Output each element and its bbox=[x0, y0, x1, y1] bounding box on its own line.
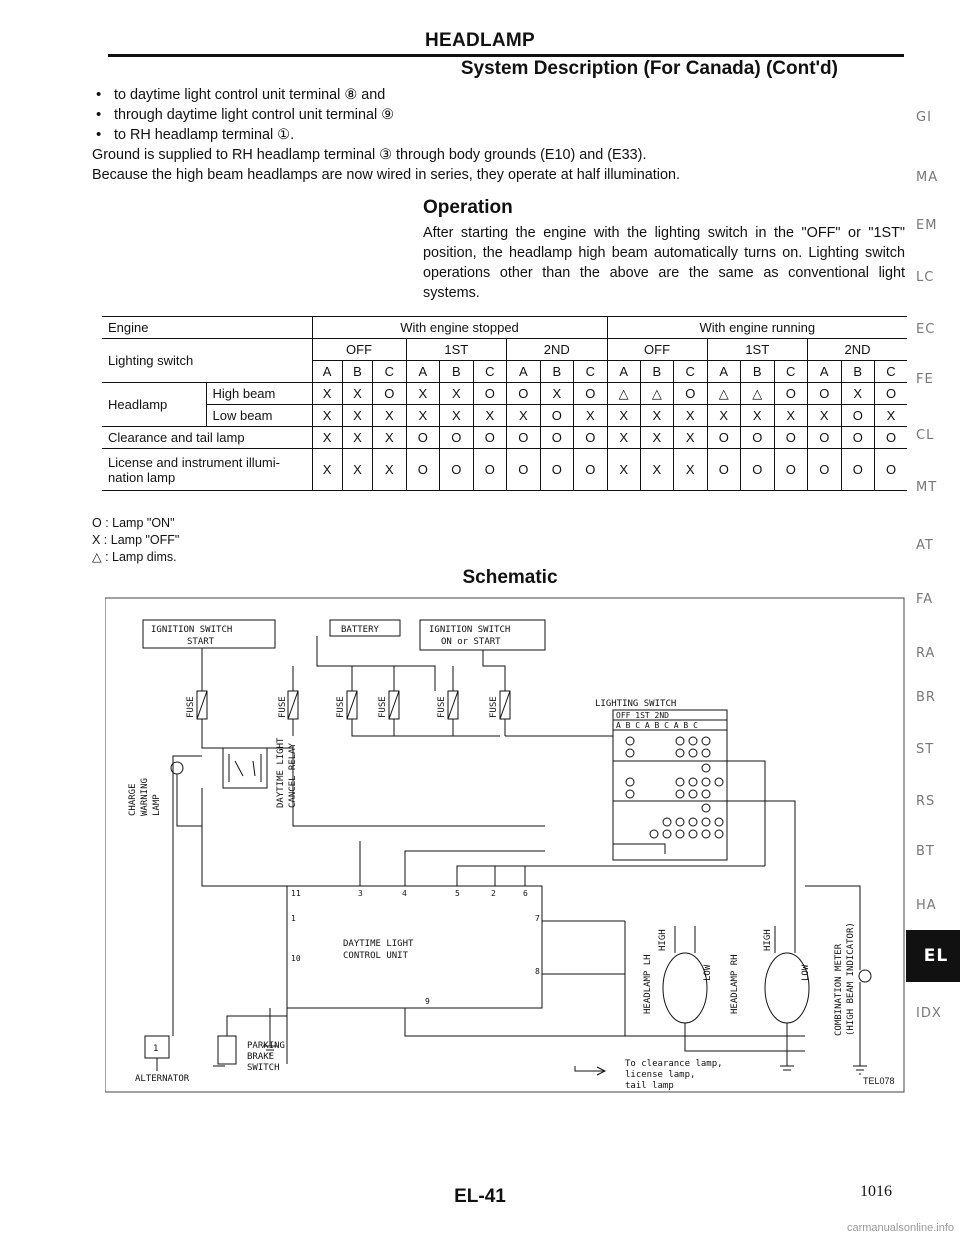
relay-coil bbox=[229, 754, 261, 782]
operation-text: After starting the engine with the lighting switch in the "OFF" or "1ST" position, the headlamp high beam automatically turns on. Lighting switch operations other than the above are the same as conventional light systems. bbox=[423, 225, 905, 301]
table-cell: X bbox=[841, 383, 875, 405]
table-cell: X bbox=[440, 405, 474, 427]
ls-contacts bbox=[626, 737, 723, 838]
tab-ha[interactable]: HA bbox=[916, 898, 937, 913]
tab-ra[interactable]: RA bbox=[916, 646, 936, 661]
tab-ec[interactable]: EC bbox=[916, 322, 936, 337]
table-cell: X bbox=[440, 383, 474, 405]
wire bbox=[505, 736, 795, 946]
table-cell: O bbox=[875, 427, 908, 449]
alternator-label: ALTERNATOR bbox=[135, 1074, 190, 1084]
table-cell: X bbox=[507, 405, 541, 427]
table-cell: O bbox=[406, 427, 440, 449]
table-subposition: B bbox=[440, 361, 474, 383]
table-cell: O bbox=[707, 427, 741, 449]
table-cell: △ bbox=[640, 383, 673, 405]
table-header-engine: Engine bbox=[102, 317, 312, 339]
high-beam-indicator-icon bbox=[859, 970, 871, 982]
headlamp-rh-label: HEADLAMP RH bbox=[730, 954, 740, 1014]
daytime-control-unit bbox=[287, 886, 542, 1008]
page-header-subtitle: System Description (For Canada) (Cont'd) bbox=[460, 58, 838, 79]
fuse-group bbox=[197, 691, 510, 719]
table-subposition: A bbox=[312, 361, 342, 383]
figure-code: TEL078 bbox=[863, 1076, 895, 1086]
headlamp-rh-icon bbox=[765, 953, 809, 1023]
tab-cl[interactable]: CL bbox=[916, 428, 935, 443]
ls-subpositions: A B C A B C A B C bbox=[616, 721, 698, 730]
fuse-label: FUSE bbox=[186, 696, 196, 718]
table-cell: O bbox=[774, 427, 808, 449]
bullet-item: • to RH headlamp terminal ①. bbox=[92, 125, 922, 145]
lighting-switch-label: LIGHTING SWITCH bbox=[595, 699, 677, 709]
combination-meter-label2: (HIGH BEAM INDICATOR) bbox=[846, 922, 856, 1036]
table-cell: O bbox=[540, 427, 574, 449]
table-cell: O bbox=[507, 383, 541, 405]
table-cell: O bbox=[406, 449, 440, 491]
table-cell: O bbox=[540, 405, 574, 427]
wire bbox=[293, 636, 435, 691]
table-header-running: With engine running bbox=[607, 317, 907, 339]
ignition-on-label: IGNITION SWITCH bbox=[429, 625, 511, 635]
svg-text:2: 2 bbox=[491, 889, 496, 898]
table-subposition: A bbox=[607, 361, 640, 383]
fuse-label: FUSE bbox=[278, 696, 288, 718]
dlcu-terminals bbox=[291, 889, 540, 1006]
low-label: LOW bbox=[703, 964, 713, 981]
table-cell: O bbox=[774, 449, 808, 491]
to-clearance-label3: tail lamp bbox=[625, 1081, 674, 1091]
page-number: EL-41 bbox=[454, 1186, 506, 1207]
lamp-label: LAMP bbox=[152, 794, 162, 816]
svg-text:10: 10 bbox=[291, 954, 301, 963]
table-row-label: High beam bbox=[206, 383, 312, 405]
table-position: OFF bbox=[607, 339, 707, 361]
table-position: 2ND bbox=[808, 339, 908, 361]
table-cell: O bbox=[841, 405, 875, 427]
table-cell: X bbox=[342, 405, 372, 427]
brake-label: BRAKE bbox=[247, 1052, 275, 1062]
table-cell: X bbox=[808, 405, 842, 427]
ignition-on-label2: ON or START bbox=[441, 637, 501, 647]
combination-meter-label: COMBINATION METER bbox=[834, 943, 844, 1036]
table-subposition: A bbox=[808, 361, 842, 383]
table-position: OFF bbox=[312, 339, 406, 361]
table-cell: O bbox=[841, 449, 875, 491]
table-subposition: C bbox=[875, 361, 908, 383]
table-cell: X bbox=[373, 427, 407, 449]
wire bbox=[157, 896, 225, 1071]
table-cell: O bbox=[875, 383, 908, 405]
table-cell: X bbox=[707, 405, 741, 427]
table-position: 2ND bbox=[507, 339, 608, 361]
svg-text:6: 6 bbox=[523, 889, 528, 898]
table-row-label: Low beam bbox=[206, 405, 312, 427]
table-cell: O bbox=[473, 383, 507, 405]
tab-at[interactable]: AT bbox=[916, 538, 934, 553]
schematic-title: Schematic bbox=[462, 567, 558, 588]
table-cell: X bbox=[875, 405, 908, 427]
fuse-label: FUSE bbox=[336, 696, 346, 718]
table-cell: X bbox=[342, 383, 372, 405]
table-row-label: Clearance and tail lamp bbox=[102, 427, 312, 449]
tab-el[interactable]: EL bbox=[906, 930, 960, 982]
table-cell: O bbox=[808, 383, 842, 405]
svg-text:9: 9 bbox=[425, 997, 430, 1006]
table-cell: X bbox=[674, 405, 708, 427]
warning-label: WARNING bbox=[140, 778, 150, 816]
table-cell: O bbox=[841, 427, 875, 449]
page-header-title: HEADLAMP bbox=[424, 30, 536, 51]
table-subposition: C bbox=[774, 361, 808, 383]
table-cell: O bbox=[808, 427, 842, 449]
svg-text:1: 1 bbox=[291, 914, 296, 923]
table-cell: X bbox=[640, 405, 673, 427]
table-cell: X bbox=[406, 405, 440, 427]
schematic-diagram bbox=[105, 596, 905, 1096]
table-cell: X bbox=[741, 405, 775, 427]
dlcu-label: DAYTIME LIGHT bbox=[343, 939, 414, 949]
tab-gi[interactable]: GI bbox=[916, 110, 932, 125]
table-subposition: B bbox=[841, 361, 875, 383]
table-cell: X bbox=[473, 405, 507, 427]
legend-item: X : Lamp "OFF" bbox=[92, 533, 180, 547]
table-legend bbox=[92, 515, 179, 566]
ignition-start-label: IGNITION SWITCH bbox=[151, 625, 233, 635]
table-cell: X bbox=[373, 449, 407, 491]
table-cell: O bbox=[674, 383, 708, 405]
table-subposition: C bbox=[574, 361, 608, 383]
wire bbox=[173, 756, 202, 896]
battery-label: BATTERY bbox=[341, 625, 379, 635]
table-header-switch: Lighting switch bbox=[102, 339, 312, 383]
sheet-number: 1016 bbox=[860, 1183, 892, 1200]
table-cell: O bbox=[574, 427, 608, 449]
table-subposition: B bbox=[640, 361, 673, 383]
tab-br[interactable]: BR bbox=[916, 690, 936, 705]
fuse-label: FUSE bbox=[378, 696, 388, 718]
table-cell: O bbox=[741, 427, 775, 449]
wire bbox=[453, 650, 505, 691]
arrow-icon bbox=[575, 1066, 605, 1075]
table-subposition: C bbox=[373, 361, 407, 383]
to-clearance-label: To clearance lamp, bbox=[625, 1059, 723, 1069]
table-cell: X bbox=[312, 427, 342, 449]
high-label: HIGH bbox=[658, 929, 668, 951]
wire bbox=[293, 719, 505, 736]
table-cell: △ bbox=[607, 383, 640, 405]
tab-rs[interactable]: RS bbox=[916, 794, 936, 809]
legend-item: O : Lamp "ON" bbox=[92, 516, 175, 530]
table-cell: X bbox=[607, 405, 640, 427]
table-cell: X bbox=[342, 427, 372, 449]
bullet-item: • through daytime light control unit terminal ⑨ bbox=[92, 105, 922, 125]
table-cell: O bbox=[707, 449, 741, 491]
table-cell: X bbox=[312, 383, 342, 405]
table-subposition: C bbox=[473, 361, 507, 383]
tab-ma[interactable]: MA bbox=[916, 170, 939, 185]
svg-text:5: 5 bbox=[455, 889, 460, 898]
intro-paragraph: Ground is supplied to RH headlamp terminal ③ through body grounds (E10) and (E33). bbox=[92, 147, 647, 163]
to-clearance-label2: license lamp, bbox=[625, 1070, 696, 1080]
table-cell: X bbox=[674, 449, 708, 491]
table-cell: X bbox=[607, 427, 640, 449]
table-cell: X bbox=[607, 449, 640, 491]
table-position: 1ST bbox=[707, 339, 808, 361]
parking-brake-switch bbox=[218, 1036, 236, 1064]
table-cell: X bbox=[774, 405, 808, 427]
table-label-headlamp: Headlamp bbox=[102, 383, 206, 427]
tab-mt[interactable]: MT bbox=[916, 480, 938, 495]
table-subposition: B bbox=[741, 361, 775, 383]
svg-text:8: 8 bbox=[535, 967, 540, 976]
intro-paragraph: Because the high beam headlamps are now wired in series, they operate at half illumination. bbox=[92, 167, 680, 183]
table-subposition: C bbox=[674, 361, 708, 383]
table-cell: X bbox=[640, 427, 673, 449]
bullet-item: • to daytime light control unit terminal ⑧ and bbox=[92, 85, 922, 105]
table-cell: X bbox=[674, 427, 708, 449]
table-cell: O bbox=[440, 427, 474, 449]
tab-st[interactable]: ST bbox=[916, 742, 935, 757]
table-cell: X bbox=[574, 405, 608, 427]
switch-label: SWITCH bbox=[247, 1063, 280, 1073]
table-header-stopped: With engine stopped bbox=[312, 317, 607, 339]
table-cell: X bbox=[312, 449, 342, 491]
headlamp-lh-label: HEADLAMP LH bbox=[643, 954, 653, 1014]
table-subposition: A bbox=[406, 361, 440, 383]
table-cell: X bbox=[342, 449, 372, 491]
table-subposition: B bbox=[342, 361, 372, 383]
parking-label: PARKING bbox=[247, 1041, 285, 1051]
alternator-terminal: 1 bbox=[153, 1044, 159, 1054]
tab-fa[interactable]: FA bbox=[916, 592, 934, 607]
table-cell: X bbox=[406, 383, 440, 405]
table-row-label: License and instrument illumi- nation lamp bbox=[102, 449, 312, 491]
header-rule bbox=[108, 54, 904, 57]
high-label: HIGH bbox=[763, 929, 773, 951]
table-position: 1ST bbox=[406, 339, 507, 361]
table-cell: O bbox=[574, 449, 608, 491]
cancel-relay-box bbox=[223, 748, 267, 788]
svg-text:7: 7 bbox=[535, 914, 540, 923]
operation-title: Operation bbox=[423, 197, 513, 218]
tab-lc[interactable]: LC bbox=[916, 270, 935, 285]
table-cell: O bbox=[440, 449, 474, 491]
table-cell: O bbox=[875, 449, 908, 491]
svg-text:11: 11 bbox=[291, 889, 301, 898]
wire bbox=[227, 1016, 287, 1036]
dlcu-label2: CONTROL UNIT bbox=[343, 951, 409, 961]
tab-fe[interactable]: FE bbox=[916, 372, 934, 387]
cancel-relay-label: DAYTIME LIGHT bbox=[276, 737, 286, 808]
tab-bt[interactable]: BT bbox=[916, 844, 935, 859]
fuse-label: FUSE bbox=[437, 696, 447, 718]
ignition-start-label2: START bbox=[187, 637, 215, 647]
table-cell: O bbox=[741, 449, 775, 491]
table-cell: X bbox=[312, 405, 342, 427]
table-cell: O bbox=[774, 383, 808, 405]
table-cell: O bbox=[373, 383, 407, 405]
table-cell: O bbox=[507, 427, 541, 449]
table-subposition: A bbox=[707, 361, 741, 383]
watermark: carmanualsonline.info bbox=[846, 1222, 954, 1234]
ls-positions: OFF 1ST 2ND bbox=[616, 711, 669, 720]
table-cell: X bbox=[540, 383, 574, 405]
table-cell: O bbox=[473, 427, 507, 449]
tab-em[interactable]: EM bbox=[916, 218, 938, 233]
svg-text:4: 4 bbox=[402, 889, 407, 898]
tab-idx[interactable]: IDX bbox=[916, 1006, 942, 1021]
fuse-label: FUSE bbox=[489, 696, 499, 718]
table-cell: O bbox=[540, 449, 574, 491]
intro-section bbox=[92, 85, 922, 185]
table-cell: O bbox=[473, 449, 507, 491]
table-cell: X bbox=[640, 449, 673, 491]
legend-item: △ : Lamp dims. bbox=[92, 550, 177, 564]
table-subposition: B bbox=[540, 361, 574, 383]
table-cell: X bbox=[373, 405, 407, 427]
operation-table bbox=[102, 316, 907, 491]
table-cell: △ bbox=[707, 383, 741, 405]
table-subposition: A bbox=[507, 361, 541, 383]
low-label: LOW bbox=[801, 964, 811, 981]
cancel-relay-label2: CANCEL RELAY bbox=[288, 742, 298, 808]
table-cell: O bbox=[507, 449, 541, 491]
headlamp-lh-icon bbox=[663, 953, 707, 1023]
table-cell: O bbox=[808, 449, 842, 491]
svg-text:3: 3 bbox=[358, 889, 363, 898]
charge-label: CHARGE bbox=[128, 783, 138, 816]
table-cell: O bbox=[574, 383, 608, 405]
table-cell: △ bbox=[741, 383, 775, 405]
